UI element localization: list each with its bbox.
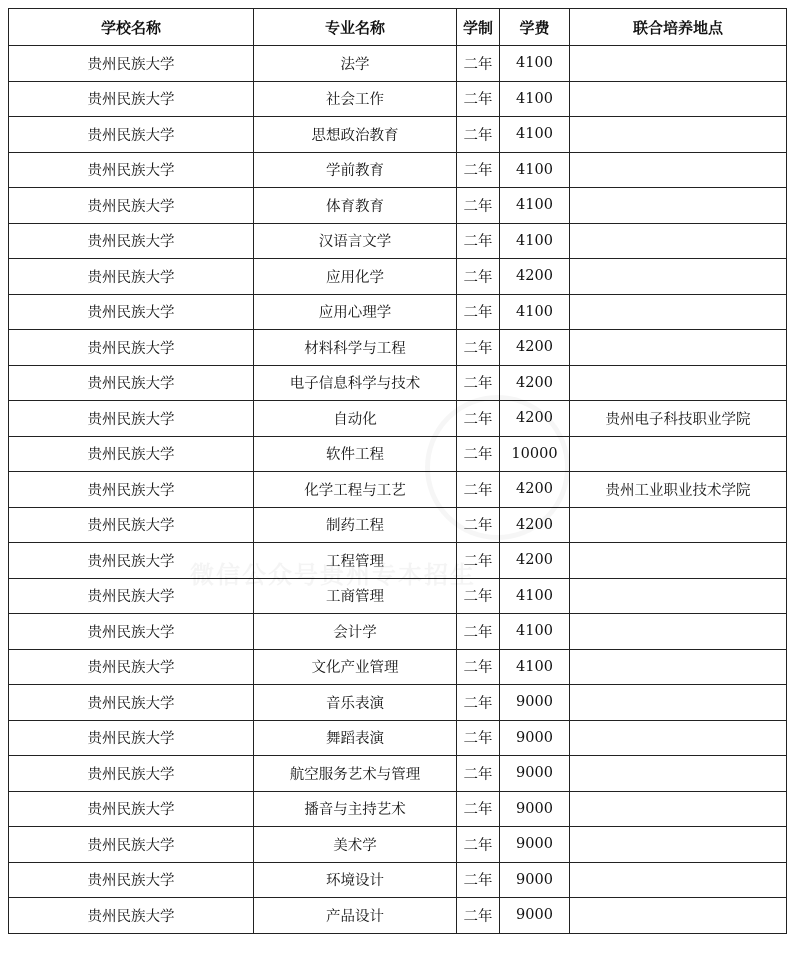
cell-joint <box>570 614 787 650</box>
cell-years: 二年 <box>457 330 500 366</box>
cell-school: 贵州民族大学 <box>9 756 254 792</box>
table-row <box>9 223 787 259</box>
table-row <box>9 472 787 508</box>
cell-fee: 4100 <box>500 152 570 188</box>
cell-joint <box>570 543 787 579</box>
cell-joint <box>570 294 787 330</box>
cell-years: 二年 <box>457 259 500 295</box>
cell-years: 二年 <box>457 543 500 579</box>
cell-school: 贵州民族大学 <box>9 223 254 259</box>
table-row <box>9 507 787 543</box>
cell-fee: 4200 <box>500 259 570 295</box>
cell-fee: 4100 <box>500 578 570 614</box>
header-fee: 学费 <box>500 9 570 46</box>
cell-school: 贵州民族大学 <box>9 117 254 153</box>
table-row <box>9 720 787 756</box>
cell-school: 贵州民族大学 <box>9 436 254 472</box>
cell-joint <box>570 436 787 472</box>
program-table <box>8 8 787 934</box>
cell-school: 贵州民族大学 <box>9 862 254 898</box>
cell-school: 贵州民族大学 <box>9 259 254 295</box>
header-row <box>9 9 787 46</box>
cell-years: 二年 <box>457 827 500 863</box>
cell-joint <box>570 756 787 792</box>
cell-major: 环境设计 <box>254 862 457 898</box>
cell-major: 应用心理学 <box>254 294 457 330</box>
cell-major: 舞蹈表演 <box>254 720 457 756</box>
table-row <box>9 152 787 188</box>
table-row <box>9 46 787 82</box>
cell-fee: 9000 <box>500 862 570 898</box>
cell-major: 法学 <box>254 46 457 82</box>
cell-joint <box>570 649 787 685</box>
cell-years: 二年 <box>457 365 500 401</box>
cell-school: 贵州民族大学 <box>9 614 254 650</box>
cell-fee: 4200 <box>500 330 570 366</box>
cell-school: 贵州民族大学 <box>9 898 254 934</box>
cell-school: 贵州民族大学 <box>9 827 254 863</box>
cell-school: 贵州民族大学 <box>9 507 254 543</box>
table-body <box>9 46 787 934</box>
cell-fee: 9000 <box>500 898 570 934</box>
cell-major: 体育教育 <box>254 188 457 224</box>
cell-major: 社会工作 <box>254 81 457 117</box>
cell-years: 二年 <box>457 649 500 685</box>
cell-fee: 10000 <box>500 436 570 472</box>
cell-fee: 4200 <box>500 365 570 401</box>
cell-years: 二年 <box>457 685 500 721</box>
cell-joint <box>570 152 787 188</box>
cell-school: 贵州民族大学 <box>9 294 254 330</box>
table-row <box>9 756 787 792</box>
header-major: 专业名称 <box>254 9 457 46</box>
cell-fee: 9000 <box>500 720 570 756</box>
cell-years: 二年 <box>457 223 500 259</box>
cell-major: 软件工程 <box>254 436 457 472</box>
cell-years: 二年 <box>457 46 500 82</box>
cell-fee: 4200 <box>500 401 570 437</box>
table-row <box>9 649 787 685</box>
cell-major: 航空服务艺术与管理 <box>254 756 457 792</box>
cell-joint <box>570 81 787 117</box>
header-joint: 联合培养地点 <box>570 9 787 46</box>
cell-years: 二年 <box>457 152 500 188</box>
table-row <box>9 543 787 579</box>
cell-years: 二年 <box>457 756 500 792</box>
cell-joint <box>570 223 787 259</box>
cell-major: 文化产业管理 <box>254 649 457 685</box>
cell-school: 贵州民族大学 <box>9 152 254 188</box>
cell-joint <box>570 259 787 295</box>
cell-school: 贵州民族大学 <box>9 401 254 437</box>
cell-joint <box>570 46 787 82</box>
cell-fee: 4100 <box>500 46 570 82</box>
cell-major: 会计学 <box>254 614 457 650</box>
table-row <box>9 436 787 472</box>
table-row <box>9 188 787 224</box>
cell-joint <box>570 827 787 863</box>
cell-fee: 4100 <box>500 614 570 650</box>
cell-joint: 贵州电子科技职业学院 <box>570 401 787 437</box>
header-years: 学制 <box>457 9 500 46</box>
cell-major: 播音与主持艺术 <box>254 791 457 827</box>
cell-school: 贵州民族大学 <box>9 81 254 117</box>
cell-major: 化学工程与工艺 <box>254 472 457 508</box>
cell-years: 二年 <box>457 578 500 614</box>
table-row <box>9 259 787 295</box>
cell-major: 音乐表演 <box>254 685 457 721</box>
cell-years: 二年 <box>457 294 500 330</box>
table-row <box>9 685 787 721</box>
cell-joint <box>570 188 787 224</box>
cell-years: 二年 <box>457 401 500 437</box>
cell-school: 贵州民族大学 <box>9 365 254 401</box>
table-row <box>9 117 787 153</box>
cell-years: 二年 <box>457 720 500 756</box>
cell-years: 二年 <box>457 472 500 508</box>
cell-years: 二年 <box>457 436 500 472</box>
cell-fee: 4200 <box>500 472 570 508</box>
cell-years: 二年 <box>457 117 500 153</box>
cell-joint: 贵州工业职业技术学院 <box>570 472 787 508</box>
cell-joint <box>570 862 787 898</box>
table-row <box>9 898 787 934</box>
cell-years: 二年 <box>457 81 500 117</box>
cell-school: 贵州民族大学 <box>9 472 254 508</box>
cell-major: 自动化 <box>254 401 457 437</box>
cell-school: 贵州民族大学 <box>9 791 254 827</box>
cell-years: 二年 <box>457 862 500 898</box>
table-row <box>9 827 787 863</box>
cell-school: 贵州民族大学 <box>9 649 254 685</box>
cell-years: 二年 <box>457 188 500 224</box>
cell-years: 二年 <box>457 507 500 543</box>
cell-major: 电子信息科学与技术 <box>254 365 457 401</box>
table-row <box>9 330 787 366</box>
header-school: 学校名称 <box>9 9 254 46</box>
cell-joint <box>570 685 787 721</box>
cell-school: 贵州民族大学 <box>9 330 254 366</box>
table-row <box>9 862 787 898</box>
cell-fee: 4200 <box>500 543 570 579</box>
cell-joint <box>570 117 787 153</box>
table-row <box>9 791 787 827</box>
cell-years: 二年 <box>457 898 500 934</box>
cell-major: 工商管理 <box>254 578 457 614</box>
cell-major: 材料科学与工程 <box>254 330 457 366</box>
cell-fee: 9000 <box>500 685 570 721</box>
cell-school: 贵州民族大学 <box>9 720 254 756</box>
table-row <box>9 81 787 117</box>
cell-major: 美术学 <box>254 827 457 863</box>
document-page <box>8 8 787 934</box>
cell-fee: 9000 <box>500 827 570 863</box>
cell-major: 学前教育 <box>254 152 457 188</box>
cell-school: 贵州民族大学 <box>9 685 254 721</box>
table-header <box>9 9 787 46</box>
cell-school: 贵州民族大学 <box>9 578 254 614</box>
cell-fee: 4100 <box>500 294 570 330</box>
cell-school: 贵州民族大学 <box>9 46 254 82</box>
cell-school: 贵州民族大学 <box>9 543 254 579</box>
cell-joint <box>570 898 787 934</box>
cell-fee: 4100 <box>500 81 570 117</box>
cell-joint <box>570 720 787 756</box>
cell-joint <box>570 365 787 401</box>
table-row <box>9 401 787 437</box>
cell-joint <box>570 507 787 543</box>
cell-major: 思想政治教育 <box>254 117 457 153</box>
cell-joint <box>570 330 787 366</box>
cell-major: 汉语言文学 <box>254 223 457 259</box>
cell-fee: 4100 <box>500 188 570 224</box>
cell-major: 工程管理 <box>254 543 457 579</box>
cell-fee: 9000 <box>500 756 570 792</box>
cell-fee: 4100 <box>500 649 570 685</box>
table-row <box>9 294 787 330</box>
cell-fee: 4200 <box>500 507 570 543</box>
cell-fee: 9000 <box>500 791 570 827</box>
cell-joint <box>570 791 787 827</box>
cell-years: 二年 <box>457 791 500 827</box>
cell-major: 产品设计 <box>254 898 457 934</box>
cell-major: 应用化学 <box>254 259 457 295</box>
cell-joint <box>570 578 787 614</box>
table-row <box>9 578 787 614</box>
cell-school: 贵州民族大学 <box>9 188 254 224</box>
cell-major: 制药工程 <box>254 507 457 543</box>
cell-fee: 4100 <box>500 223 570 259</box>
cell-fee: 4100 <box>500 117 570 153</box>
cell-years: 二年 <box>457 614 500 650</box>
table-row <box>9 614 787 650</box>
table-row <box>9 365 787 401</box>
